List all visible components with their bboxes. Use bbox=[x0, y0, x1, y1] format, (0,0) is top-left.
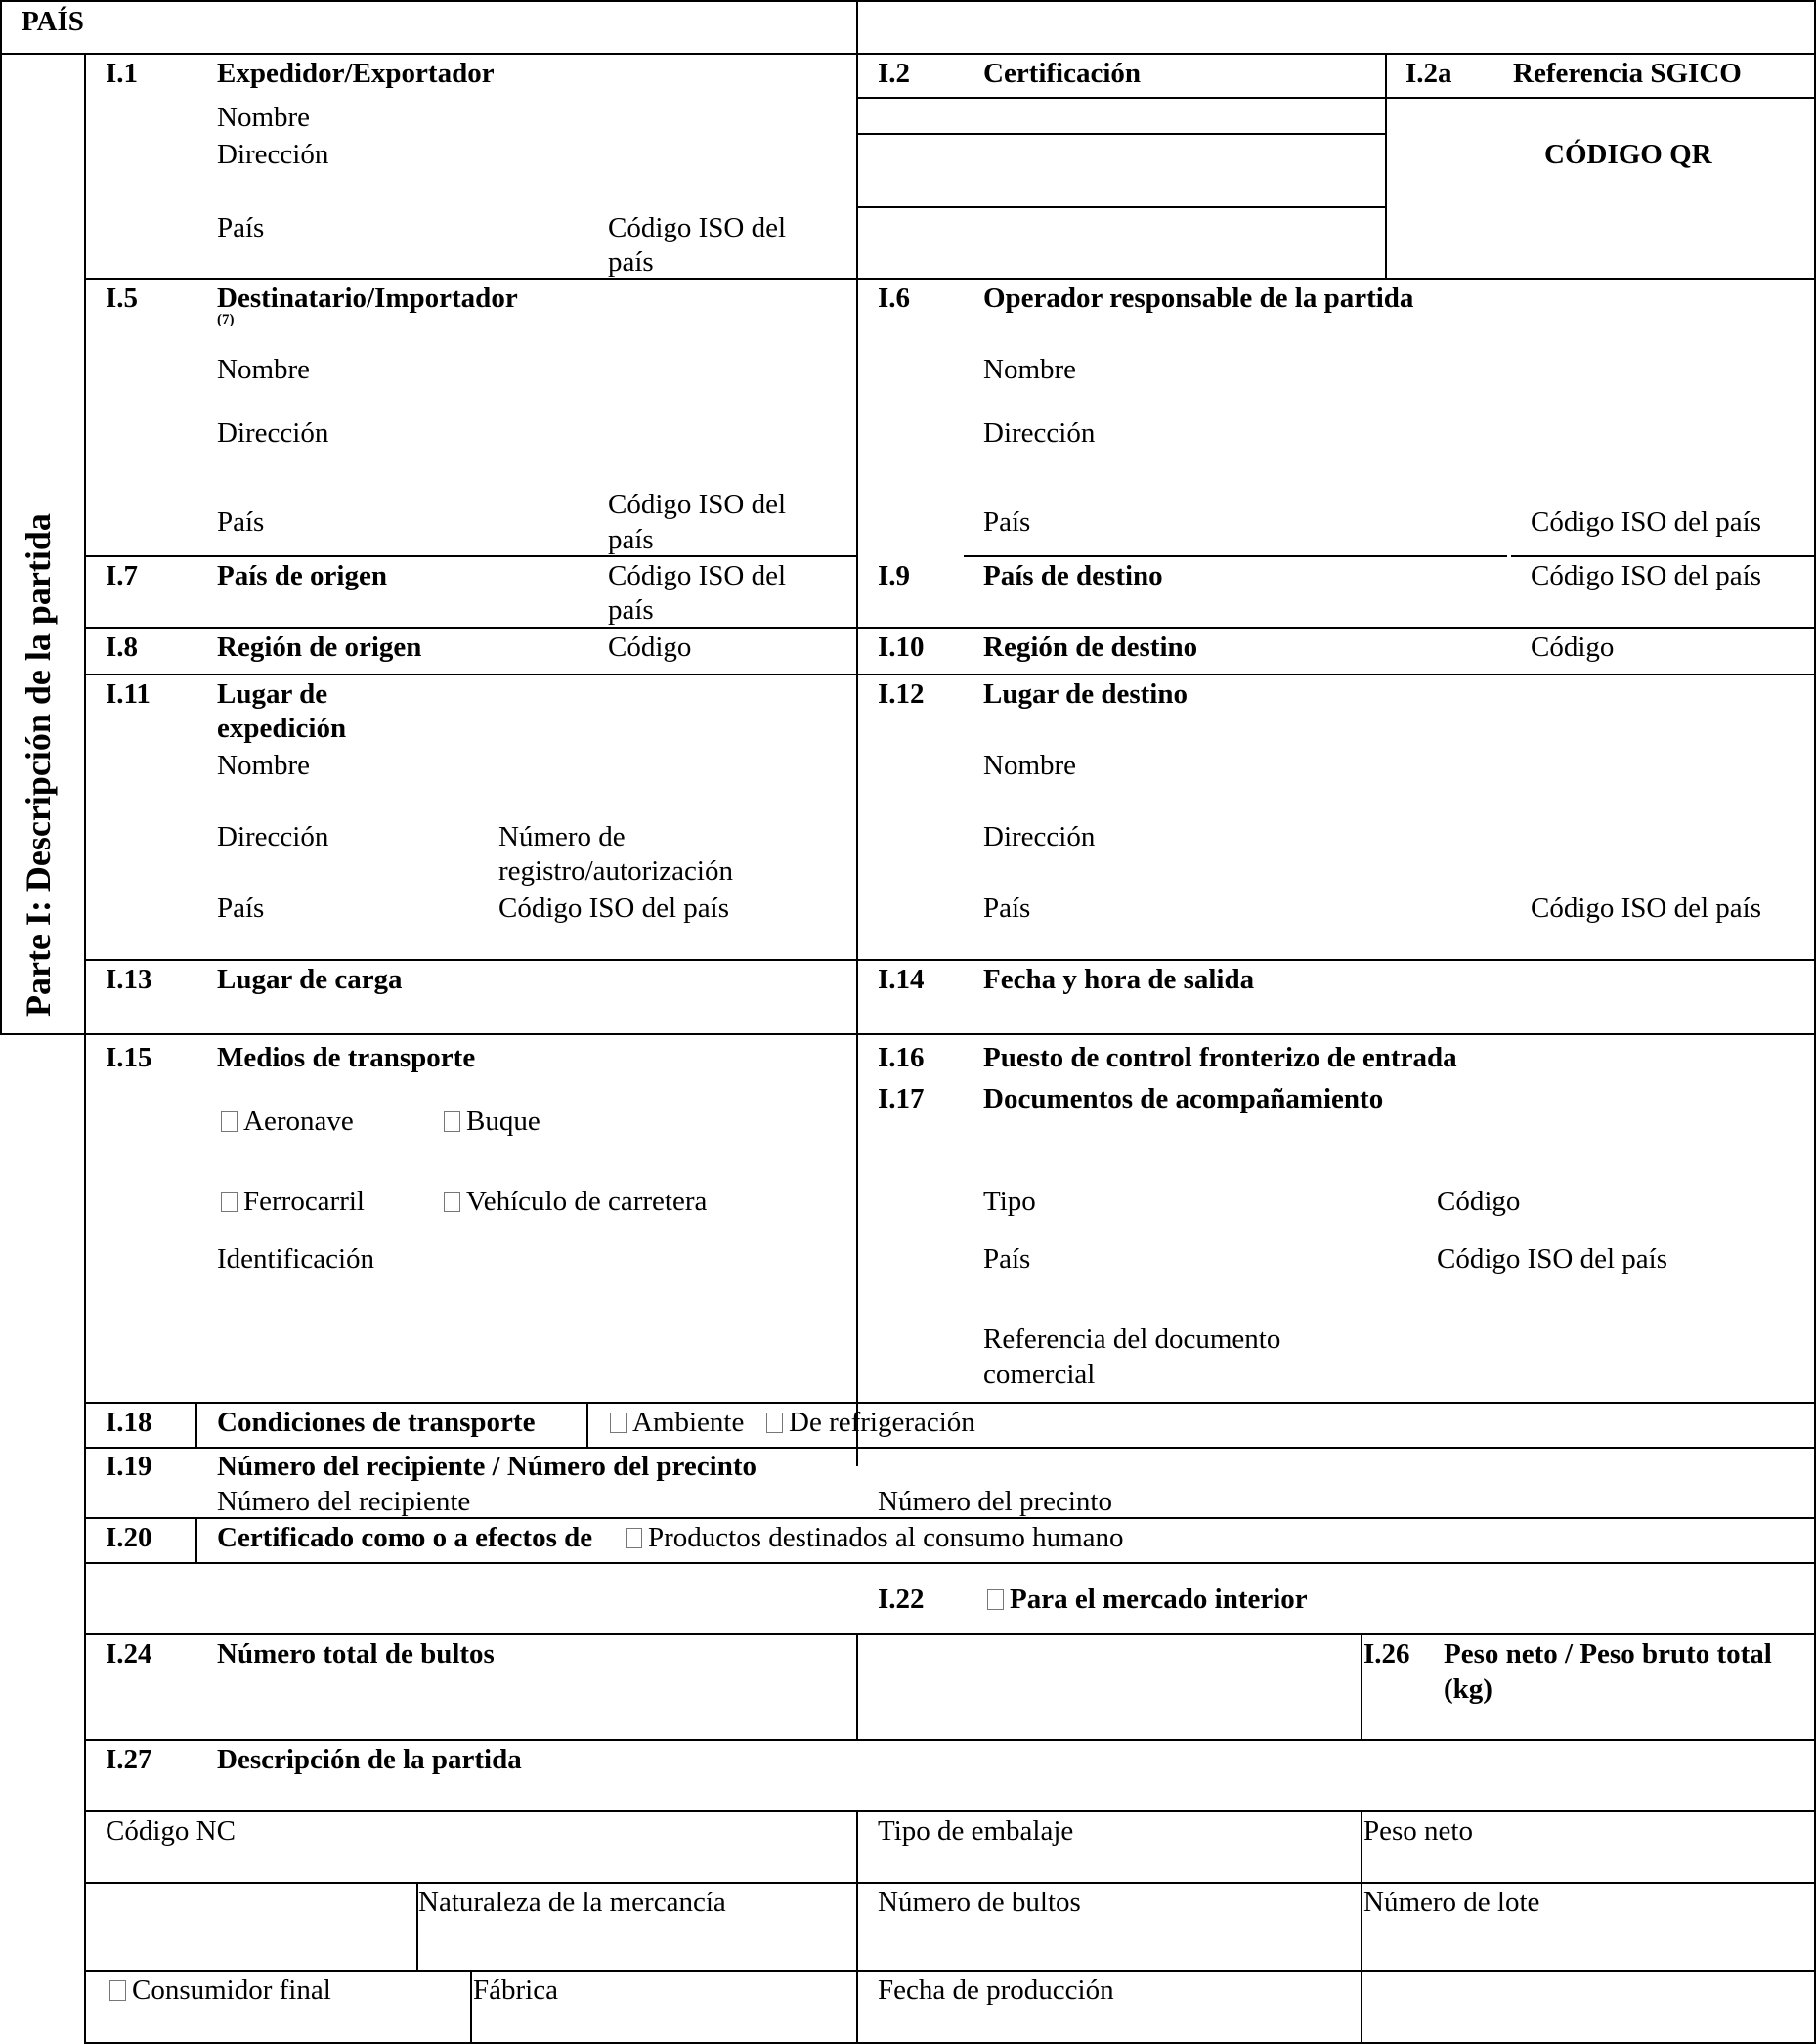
i26-number: I.26 bbox=[1363, 1638, 1410, 1670]
package-count-header: Número de bultos bbox=[878, 1887, 1081, 1918]
i18-number: I.18 bbox=[106, 1407, 152, 1438]
i11-iso-label: Código ISO del país bbox=[498, 892, 730, 924]
i15-identification-label: Identificación bbox=[217, 1243, 375, 1275]
i12-address-label: Dirección bbox=[983, 821, 1096, 852]
i5-iso-label: Código ISO del bbox=[608, 489, 787, 520]
i16-number: I.16 bbox=[878, 1042, 925, 1073]
i17-commercial-ref-label-2: comercial bbox=[983, 1359, 1096, 1390]
i12-iso-label: Código ISO del país bbox=[1531, 892, 1762, 924]
country-header: PAÍS bbox=[22, 6, 84, 37]
factory-header: Fábrica bbox=[473, 1975, 558, 2006]
i1-name-label: Nombre bbox=[217, 102, 311, 133]
i5-name-label: Nombre bbox=[217, 354, 311, 385]
option-refrigeracion[interactable] bbox=[766, 1405, 975, 1440]
human-consumption-checkbox[interactable] bbox=[626, 1528, 642, 1548]
i19-container-label: Número del recipiente bbox=[217, 1486, 471, 1517]
i6-address-label: Dirección bbox=[983, 417, 1096, 449]
i1-iso-label-2: país bbox=[608, 246, 654, 278]
net-weight-header: Peso neto bbox=[1363, 1815, 1473, 1847]
aeronave-label: Aeronave bbox=[243, 1106, 354, 1137]
i9-iso-label: Código ISO del país bbox=[1531, 560, 1762, 591]
i17-iso-label: Código ISO del país bbox=[1437, 1243, 1668, 1275]
i6-country-label: País bbox=[983, 506, 1031, 538]
i10-code-label: Código bbox=[1531, 631, 1615, 663]
cn-code-header: Código NC bbox=[106, 1815, 236, 1847]
final-consumer-checkbox[interactable] bbox=[109, 1980, 126, 2001]
i6-number: I.6 bbox=[878, 283, 911, 314]
i26-title: Peso neto / Peso bruto total bbox=[1444, 1638, 1772, 1670]
i6-title: Operador responsable de la partida bbox=[983, 283, 1414, 314]
i12-number: I.12 bbox=[878, 678, 925, 710]
i27-title: Descripción de la partida bbox=[217, 1744, 522, 1775]
i17-commercial-ref-label: Referencia del documento bbox=[983, 1324, 1281, 1355]
i26-title-2: (kg) bbox=[1444, 1674, 1492, 1705]
option-final-consumer[interactable] bbox=[109, 1973, 331, 2008]
ferrocarril-checkbox[interactable] bbox=[221, 1192, 238, 1212]
internal-market-label: Para el mercado interior bbox=[1010, 1584, 1308, 1615]
i7-number: I.7 bbox=[106, 560, 139, 591]
i5-address-label: Dirección bbox=[217, 417, 329, 449]
i2-number: I.2 bbox=[878, 58, 911, 89]
i12-country-label: País bbox=[983, 892, 1031, 924]
i6-iso-label: Código ISO del país bbox=[1531, 506, 1762, 538]
i1-title: Expedidor/Exportador bbox=[217, 58, 495, 89]
refrigeracion-label: De refrigeración bbox=[789, 1407, 975, 1438]
internal-market-checkbox[interactable] bbox=[987, 1589, 1004, 1610]
i2-title: Certificación bbox=[983, 58, 1142, 89]
human-consumption-label: Productos destinados al consumo humano bbox=[648, 1522, 1124, 1553]
i5-footnote: (7) bbox=[217, 312, 235, 327]
i22-number: I.22 bbox=[878, 1584, 925, 1615]
i17-code-label: Código bbox=[1437, 1186, 1521, 1217]
i11-address-label: Dirección bbox=[217, 821, 329, 852]
i8-title: Región de origen bbox=[217, 631, 422, 663]
i1-country-label: País bbox=[217, 212, 265, 243]
i12-name-label: Nombre bbox=[983, 750, 1077, 781]
i11-name-label: Nombre bbox=[217, 750, 311, 781]
i11-title: Lugar de bbox=[217, 678, 328, 710]
i9-number: I.9 bbox=[878, 560, 911, 591]
final-consumer-label: Consumidor final bbox=[132, 1975, 331, 2006]
buque-checkbox[interactable] bbox=[444, 1111, 460, 1132]
i16-title: Puesto de control fronterizo de entrada bbox=[983, 1042, 1457, 1073]
i11-registration-label: Número de bbox=[498, 821, 626, 852]
vehiculo-checkbox[interactable] bbox=[444, 1192, 460, 1212]
i10-title: Región de destino bbox=[983, 631, 1198, 663]
vehiculo-label: Vehículo de carretera bbox=[466, 1186, 708, 1217]
i24-title: Número total de bultos bbox=[217, 1638, 495, 1670]
option-vehiculo[interactable] bbox=[444, 1184, 707, 1219]
option-buque[interactable] bbox=[444, 1104, 540, 1139]
i7-iso-label: Código ISO del bbox=[608, 560, 787, 591]
i10-number: I.10 bbox=[878, 631, 925, 663]
i17-title: Documentos de acompañamiento bbox=[983, 1083, 1384, 1114]
i13-title: Lugar de carga bbox=[217, 964, 403, 995]
option-internal-market[interactable] bbox=[987, 1582, 1308, 1617]
i15-title: Medios de transporte bbox=[217, 1042, 476, 1073]
lot-number-header: Número de lote bbox=[1363, 1887, 1540, 1918]
option-human-consumption[interactable] bbox=[626, 1520, 1124, 1555]
i11-title-2: expedición bbox=[217, 713, 347, 744]
qr-code-placeholder: CÓDIGO QR bbox=[1544, 139, 1712, 170]
production-date-header: Fecha de producción bbox=[878, 1975, 1114, 2006]
i24-number: I.24 bbox=[106, 1638, 152, 1670]
i1-address-label: Dirección bbox=[217, 139, 329, 170]
ferrocarril-label: Ferrocarril bbox=[243, 1186, 365, 1217]
aeronave-checkbox[interactable] bbox=[221, 1111, 238, 1132]
buque-label: Buque bbox=[466, 1106, 540, 1137]
i8-number: I.8 bbox=[106, 631, 139, 663]
option-aeronave[interactable] bbox=[221, 1104, 354, 1139]
i27-number: I.27 bbox=[106, 1744, 152, 1775]
i13-number: I.13 bbox=[106, 964, 152, 995]
i20-title: Certificado como o a efectos de bbox=[217, 1522, 593, 1553]
commodity-nature-header: Naturaleza de la mercancía bbox=[418, 1887, 726, 1918]
option-ferrocarril[interactable] bbox=[221, 1184, 365, 1219]
i17-country-label: País bbox=[983, 1243, 1031, 1275]
i14-number: I.14 bbox=[878, 964, 925, 995]
option-ambiente[interactable] bbox=[610, 1405, 744, 1440]
ambiente-label: Ambiente bbox=[632, 1407, 745, 1438]
i7-iso-label-2: país bbox=[608, 594, 654, 626]
i20-number: I.20 bbox=[106, 1522, 152, 1553]
refrigeracion-checkbox[interactable] bbox=[766, 1413, 783, 1433]
i5-number: I.5 bbox=[106, 283, 139, 314]
i5-country-label: País bbox=[217, 506, 265, 538]
i2a-number: I.2a bbox=[1405, 58, 1452, 89]
i11-country-label: País bbox=[217, 892, 265, 924]
i18-title: Condiciones de transporte bbox=[217, 1407, 536, 1438]
i7-title: País de origen bbox=[217, 560, 387, 591]
i2a-title: Referencia SGICO bbox=[1513, 58, 1742, 89]
i17-type-label: Tipo bbox=[983, 1186, 1036, 1217]
section-label-part-one: Parte I: Descripción de la partida bbox=[19, 513, 58, 1017]
i11-registration-label-2: registro/autorización bbox=[498, 855, 733, 887]
i8-code-label: Código bbox=[608, 631, 692, 663]
i5-title: Destinatario/Importador bbox=[217, 283, 518, 314]
i6-name-label: Nombre bbox=[983, 354, 1077, 385]
i12-title: Lugar de destino bbox=[983, 678, 1188, 710]
i17-number: I.17 bbox=[878, 1083, 925, 1114]
i19-number: I.19 bbox=[106, 1451, 152, 1482]
i1-iso-label: Código ISO del bbox=[608, 212, 787, 243]
i11-number: I.11 bbox=[106, 678, 151, 710]
i19-seal-label: Número del precinto bbox=[878, 1486, 1112, 1517]
i9-title: País de destino bbox=[983, 560, 1163, 591]
ambiente-checkbox[interactable] bbox=[610, 1413, 627, 1433]
i5-iso-label-2: país bbox=[608, 524, 654, 555]
i14-title: Fecha y hora de salida bbox=[983, 964, 1255, 995]
i19-title: Número del recipiente / Número del precinto bbox=[217, 1451, 757, 1482]
i15-number: I.15 bbox=[106, 1042, 152, 1073]
i1-number: I.1 bbox=[106, 58, 139, 89]
packaging-type-header: Tipo de embalaje bbox=[878, 1815, 1074, 1847]
